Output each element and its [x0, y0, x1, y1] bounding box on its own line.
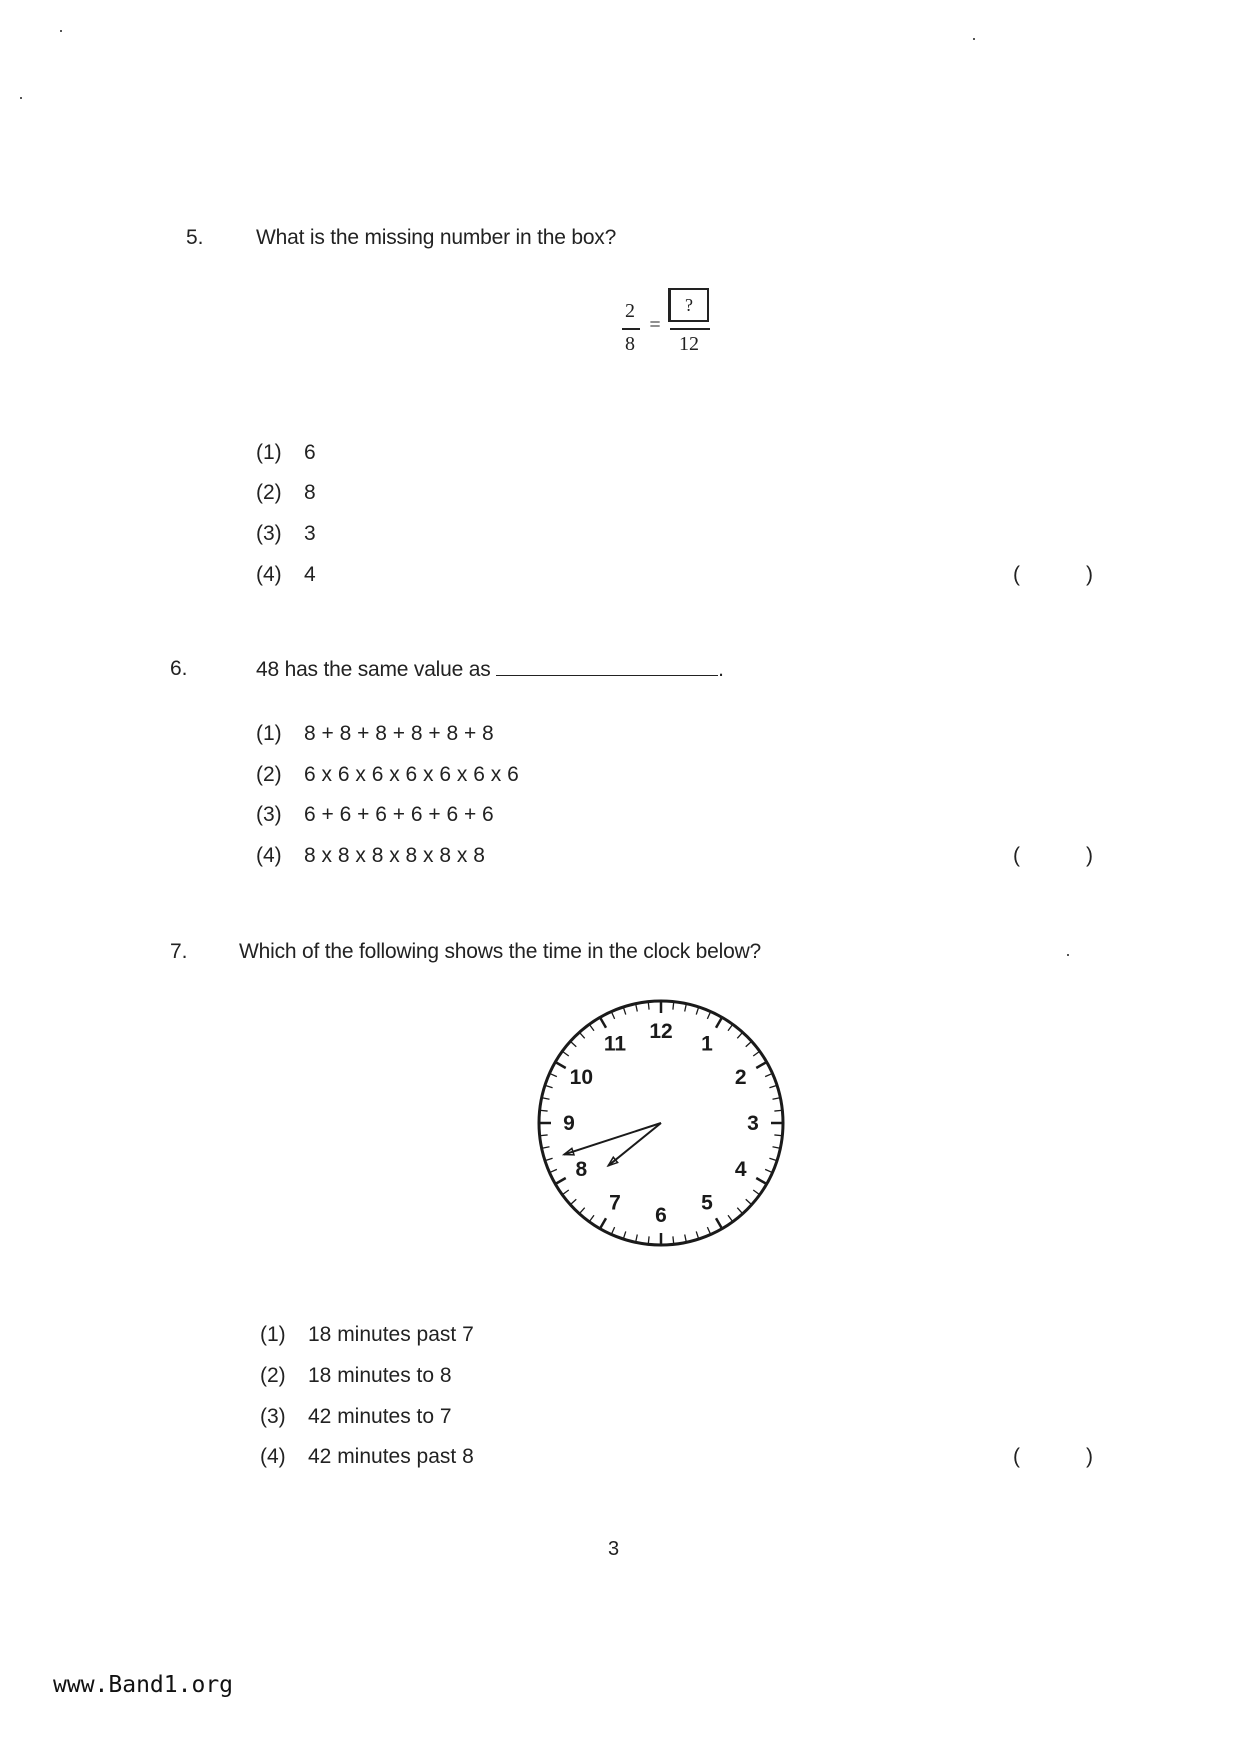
scan-speck	[973, 38, 975, 40]
minute-tick	[546, 1158, 553, 1160]
minute-tick	[769, 1086, 776, 1088]
clock-face	[530, 992, 792, 1254]
minute-tick	[685, 1235, 686, 1242]
answer-box[interactable]	[1013, 844, 1093, 868]
minute-tick	[737, 1033, 742, 1038]
minute-tick	[774, 1110, 781, 1111]
option-label: (2)	[256, 481, 282, 504]
hour-tick	[556, 1178, 566, 1184]
minute-tick	[707, 1012, 710, 1018]
question-text: What is the missing number in the box?	[256, 226, 617, 249]
missing-number-box: ?	[668, 288, 709, 322]
clock-numeral: 1	[701, 1032, 713, 1056]
answer-paren-close: )	[1086, 844, 1093, 867]
page-number: 3	[608, 1538, 620, 1560]
minute-tick	[707, 1227, 710, 1233]
answer-blank[interactable]	[496, 657, 718, 676]
option-label: (1)	[256, 441, 282, 464]
minute-tick	[648, 1236, 649, 1243]
minute-tick	[563, 1052, 569, 1056]
option-text: 42 minutes past 8	[308, 1445, 474, 1468]
option-3[interactable]	[260, 1405, 452, 1429]
minute-tick	[612, 1012, 615, 1018]
hour-tick	[601, 1218, 607, 1228]
minute-tick	[673, 1003, 674, 1010]
answer-paren-open: (	[1013, 844, 1020, 867]
clock-numeral: 2	[734, 1066, 747, 1089]
option-4[interactable]	[256, 563, 316, 587]
scan-speck	[1067, 954, 1069, 956]
hour-hand	[608, 1123, 661, 1166]
right-fraction-bar	[670, 328, 710, 330]
equals-sign: =	[649, 314, 661, 336]
minute-tick	[563, 1190, 569, 1194]
minute-tick	[737, 1208, 742, 1213]
minute-tick	[541, 1110, 548, 1111]
option-4[interactable]	[260, 1445, 474, 1469]
clock-numeral: 7	[609, 1191, 621, 1215]
clock-numeral: 10	[569, 1066, 594, 1089]
left-numerator: 2	[625, 300, 635, 322]
answer-box[interactable]	[1013, 1445, 1093, 1469]
option-text: 6 x 6 x 6 x 6 x 6 x 6 x 6	[304, 763, 519, 786]
minute-tick	[673, 1236, 674, 1243]
minute-tick	[580, 1208, 585, 1213]
question-text-wrap	[256, 657, 724, 682]
option-text: 18 minutes to 8	[308, 1364, 452, 1387]
option-label: (3)	[260, 1405, 286, 1428]
option-text: 6 + 6 + 6 + 6 + 6 + 6	[304, 803, 494, 826]
minute-tick	[580, 1033, 585, 1038]
minute-tick	[728, 1215, 732, 1221]
option-3[interactable]	[256, 803, 494, 827]
hour-tick	[556, 1063, 566, 1069]
clock-numeral: 12	[649, 1020, 673, 1043]
minute-tick	[773, 1098, 780, 1099]
option-label: (2)	[260, 1364, 286, 1387]
option-3[interactable]	[256, 522, 316, 546]
hour-tick	[716, 1018, 722, 1028]
footer-url[interactable]: www.Band1.org	[53, 1672, 234, 1698]
option-2[interactable]	[256, 481, 316, 505]
question-text-end: .	[718, 658, 724, 681]
clock-numeral: 5	[701, 1191, 713, 1215]
minute-tick	[550, 1169, 556, 1172]
option-label: (1)	[260, 1323, 286, 1346]
fraction-equation	[610, 282, 730, 362]
minute-tick	[685, 1005, 686, 1012]
minute-tick	[769, 1158, 776, 1160]
minute-tick	[774, 1135, 781, 1136]
left-fraction-bar	[622, 328, 640, 330]
option-label: (3)	[256, 803, 282, 826]
option-2[interactable]	[260, 1364, 452, 1388]
minute-tick	[636, 1005, 637, 1012]
minute-tick	[590, 1025, 594, 1031]
option-2[interactable]	[256, 763, 519, 787]
minute-tick	[546, 1086, 553, 1088]
minute-tick	[746, 1042, 751, 1047]
minute-tick	[753, 1190, 759, 1194]
minute-tick	[543, 1098, 550, 1099]
minute-tick	[728, 1025, 732, 1031]
minute-tick	[696, 1008, 698, 1015]
scan-speck	[20, 97, 22, 99]
minute-tick	[648, 1003, 649, 1010]
minute-tick	[541, 1135, 548, 1136]
minute-tick	[696, 1231, 698, 1238]
minute-tick	[571, 1199, 576, 1204]
minute-tick	[550, 1074, 556, 1077]
option-text: 42 minutes to 7	[308, 1405, 452, 1428]
clock-numeral: 3	[747, 1112, 759, 1135]
option-label: (3)	[256, 522, 282, 545]
left-denominator: 8	[625, 333, 635, 355]
right-denominator: 12	[679, 333, 699, 355]
minute-tick	[746, 1199, 751, 1204]
clock-numeral: 11	[603, 1032, 627, 1056]
minute-tick	[765, 1169, 771, 1172]
minute-tick	[624, 1231, 626, 1238]
question-text: Which of the following shows the time in the clock below?	[239, 940, 762, 963]
minute-tick	[765, 1074, 771, 1077]
minute-tick	[624, 1008, 626, 1015]
minute-tick	[612, 1227, 615, 1233]
option-text: 8 + 8 + 8 + 8 + 8 + 8	[304, 722, 494, 745]
answer-box[interactable]	[1013, 563, 1093, 587]
option-label: (2)	[256, 763, 282, 786]
minute-hand	[564, 1123, 661, 1155]
option-label: (4)	[256, 844, 282, 867]
question-text: 48 has the same value as	[256, 658, 491, 681]
clock-numeral: 6	[655, 1204, 667, 1227]
clock-numeral: 4	[734, 1158, 747, 1181]
hour-tick	[601, 1018, 607, 1028]
option-1[interactable]	[260, 1323, 474, 1347]
hour-tick	[756, 1178, 766, 1184]
answer-paren-open: (	[1013, 1445, 1020, 1468]
option-text: 4	[304, 563, 316, 586]
hour-tick	[716, 1218, 722, 1228]
option-text: 8 x 8 x 8 x 8 x 8 x 8	[304, 844, 485, 867]
clock-numeral: 8	[575, 1158, 588, 1181]
question-number: 7.	[170, 940, 188, 963]
option-text: 6	[304, 441, 316, 464]
option-1[interactable]	[256, 441, 316, 465]
option-text: 3	[304, 522, 316, 545]
minute-tick	[773, 1147, 780, 1148]
option-label: (1)	[256, 722, 282, 745]
question-number: 6.	[170, 657, 188, 680]
minute-tick	[753, 1052, 759, 1056]
answer-paren-open: (	[1013, 563, 1020, 586]
scan-speck	[60, 30, 62, 32]
minute-tick	[590, 1215, 594, 1221]
answer-paren-close: )	[1086, 563, 1093, 586]
option-4[interactable]	[256, 844, 485, 868]
minute-tick	[636, 1235, 637, 1242]
option-label: (4)	[260, 1445, 286, 1468]
question-number: 5.	[186, 226, 204, 249]
option-text: 8	[304, 481, 316, 504]
minute-tick	[543, 1147, 550, 1148]
option-text: 18 minutes past 7	[308, 1323, 474, 1346]
answer-paren-close: )	[1086, 1445, 1093, 1468]
clock-numeral: 9	[563, 1112, 575, 1135]
option-1[interactable]	[256, 722, 494, 746]
option-label: (4)	[256, 563, 282, 586]
hour-tick	[756, 1063, 766, 1069]
minute-tick	[571, 1042, 576, 1047]
